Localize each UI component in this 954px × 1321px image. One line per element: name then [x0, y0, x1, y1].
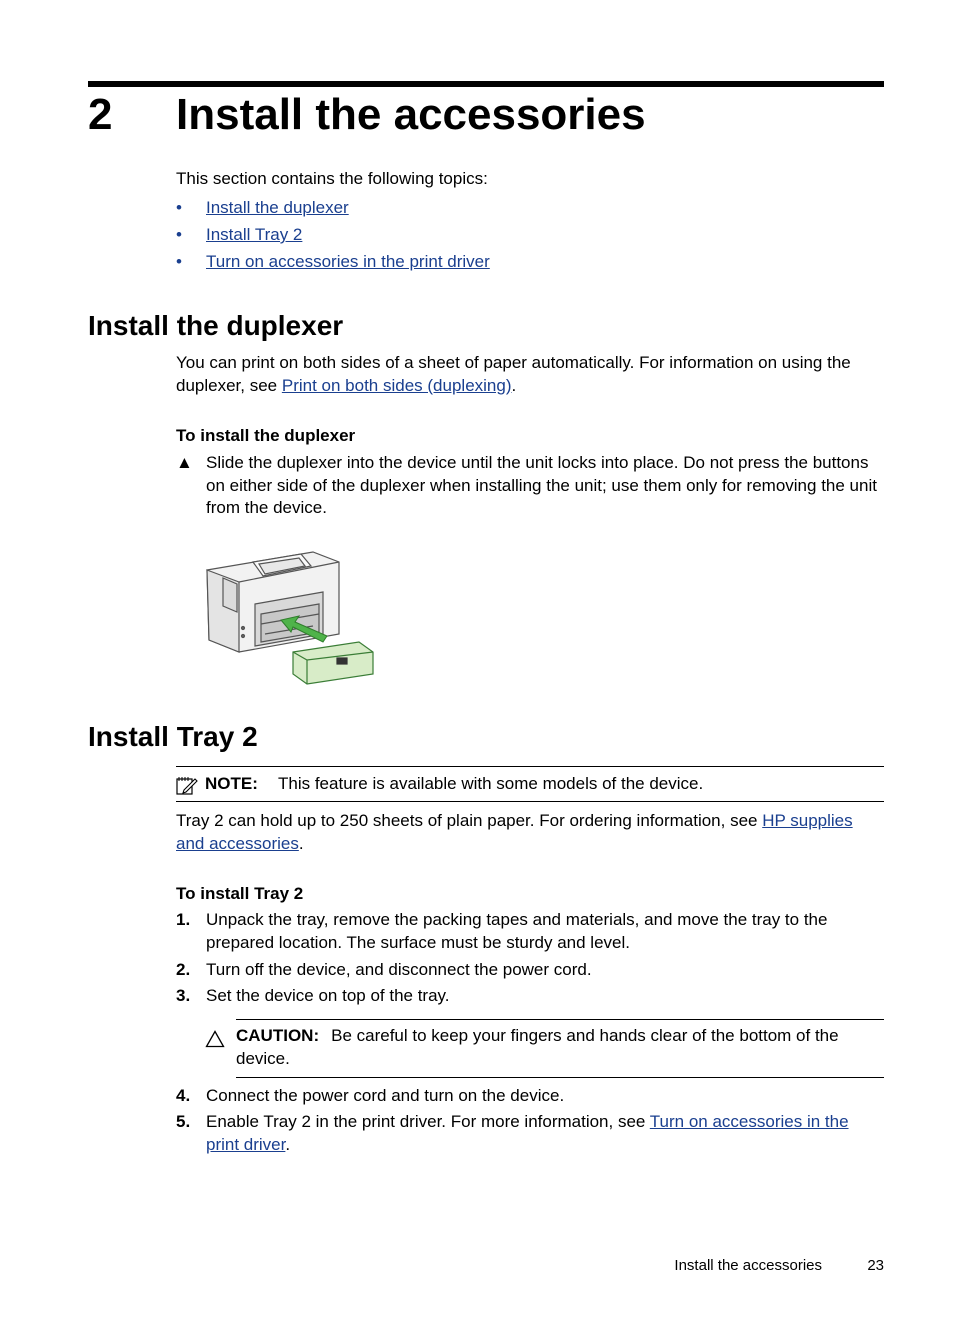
step-number: 2. — [176, 960, 191, 979]
topic-list — [176, 197, 490, 278]
print-driver-link[interactable]: Turn on accessories in the print driver — [206, 1112, 849, 1154]
bullet-icon: • — [176, 252, 182, 271]
duplexer-procedure-title: To install the duplexer — [176, 426, 356, 445]
tray2-paragraph-text: Tray 2 can hold up to 250 sheets of plain paper. For ordering information, see — [176, 811, 763, 830]
duplexer-paragraph-text: You can print on both sides of a sheet of paper automatically. For information on using the duplexer, see — [176, 353, 851, 395]
footer-chapter-title: Install the accessories — [674, 1257, 822, 1274]
intro-text: This section contains the following topics: — [176, 169, 488, 188]
note-pencil-icon — [176, 776, 198, 796]
topic-item — [176, 197, 490, 224]
step-5-text: Enable Tray 2 in the print driver. For more information, see — [206, 1112, 650, 1131]
tray2-step-1 — [176, 909, 884, 954]
tray2-step-3 — [176, 985, 884, 1008]
step-text — [206, 1111, 884, 1156]
caution-label: CAUTION: — [236, 1026, 320, 1045]
duplexer-step-text: Slide the duplexer into the device until the unit locks into place. Do not press the buttons on either side of the duplexer when installing the unit; use them only for removing the unit from the device. — [206, 453, 877, 517]
tray2-procedure-title: To install Tray 2 — [176, 884, 304, 903]
duplexer-unit-illustration — [293, 642, 373, 684]
chapter-rule — [88, 81, 884, 87]
caution-text: Be careful to keep your fingers and hands clear of the bottom of the device. — [236, 1026, 839, 1068]
step-number: 5. — [176, 1112, 191, 1131]
step-text: Turn off the device, and disconnect the power cord. — [206, 960, 592, 979]
step-text: Unpack the tray, remove the packing tapes and materials, and move the tray to the prepared location. The surface must be sturdy and level. — [206, 910, 828, 952]
duplexer-step — [176, 452, 884, 520]
hp-supplies-link[interactable]: HP supplies and accessories — [176, 811, 853, 853]
step-number: 3. — [176, 986, 191, 1005]
chapter-title: Install the accessories — [176, 90, 646, 139]
step-number: 1. — [176, 910, 191, 929]
caution-box — [236, 1019, 884, 1078]
tray2-paragraph — [176, 810, 884, 855]
page-number: 23 — [867, 1257, 884, 1274]
tray2-paragraph-end: . — [298, 833, 304, 853]
tray2-step-4 — [176, 1085, 884, 1108]
duplexer-paragraph — [176, 352, 884, 397]
bullet-icon: • — [176, 198, 182, 217]
step-text: Set the device on top of the tray. — [206, 986, 450, 1005]
caution-content — [236, 1025, 876, 1070]
step-text: Connect the power cord and turn on the device. — [206, 1086, 565, 1105]
bullet-icon: • — [176, 225, 182, 244]
step-5-end: . — [285, 1134, 291, 1154]
topic-link-print-driver[interactable]: Turn on accessories in the print driver — [206, 252, 490, 271]
duplexer-paragraph-end: . — [511, 375, 517, 395]
duplexing-link[interactable]: Print on both sides (duplexing) — [281, 375, 512, 395]
topic-item — [176, 224, 490, 251]
triangle-step-icon: ▲ — [176, 453, 193, 472]
step-number: 4. — [176, 1086, 191, 1105]
tray2-step-2 — [176, 959, 884, 982]
section-heading-tray2: Install Tray 2 — [88, 721, 258, 752]
duplexer-illustration — [203, 548, 383, 690]
caution-triangle-icon — [205, 1030, 225, 1048]
tray2-step-5 — [176, 1111, 884, 1156]
topic-item — [176, 251, 490, 278]
chapter-number: 2 — [88, 90, 113, 139]
note-label: NOTE: — [205, 774, 258, 793]
topic-link-tray2[interactable]: Install Tray 2 — [206, 225, 303, 244]
note-text: This feature is available with some models of the device. — [278, 774, 704, 793]
note-box — [176, 766, 884, 802]
topic-link-duplexer[interactable]: Install the duplexer — [206, 198, 349, 217]
section-heading-duplexer: Install the duplexer — [88, 310, 344, 341]
